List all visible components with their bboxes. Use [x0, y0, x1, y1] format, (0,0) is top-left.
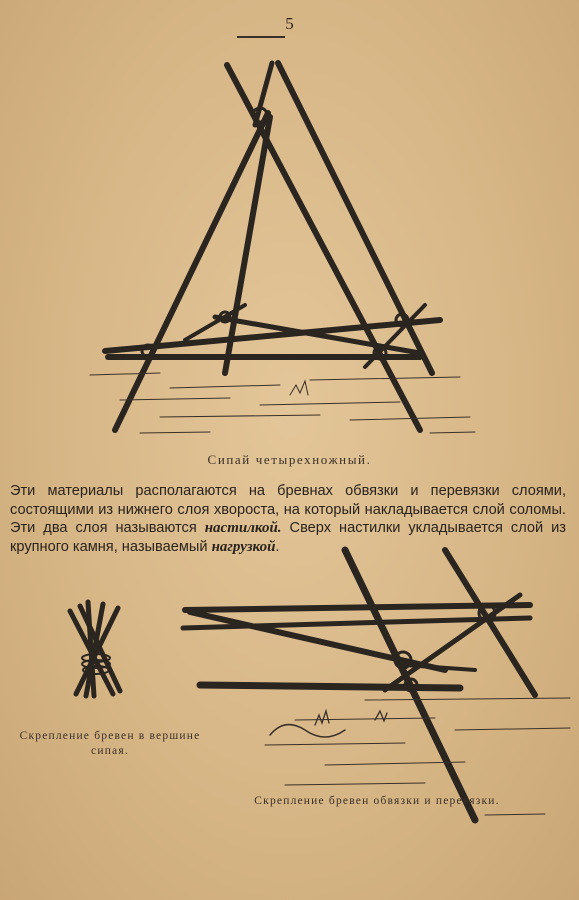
binding-joint-illustration [175, 540, 575, 830]
paragraph-text-1: Эти материалы располагаются на бревнах обвязки и перевязки слоями, состоящими из нижнего слоя хвороста, на который накладывается слой соломы. Эти два слоя называются [10, 483, 566, 536]
log-bundle-caption-line2: сипая. [91, 745, 129, 757]
paragraph-text-2: Сверх настилки укладывается слой из крупного камня, называемый [10, 520, 566, 555]
paragraph-text-3: . [275, 538, 280, 555]
page-number-underline [237, 36, 285, 38]
log-bundle-illustration [58, 596, 138, 706]
tripod-caption: Сипай четырехножный. [207, 452, 372, 467]
term-nastilka: настилкой. [204, 520, 282, 536]
binding-joint-caption: Скрепление бревен обвязки и перевязки. [254, 795, 500, 807]
log-bundle-caption-line1: Скрепление бревен в вершине [19, 730, 201, 742]
page-number: 5 [285, 14, 294, 33]
term-nagruzka: нагрузкой [211, 538, 276, 555]
tripod-illustration [80, 55, 500, 445]
